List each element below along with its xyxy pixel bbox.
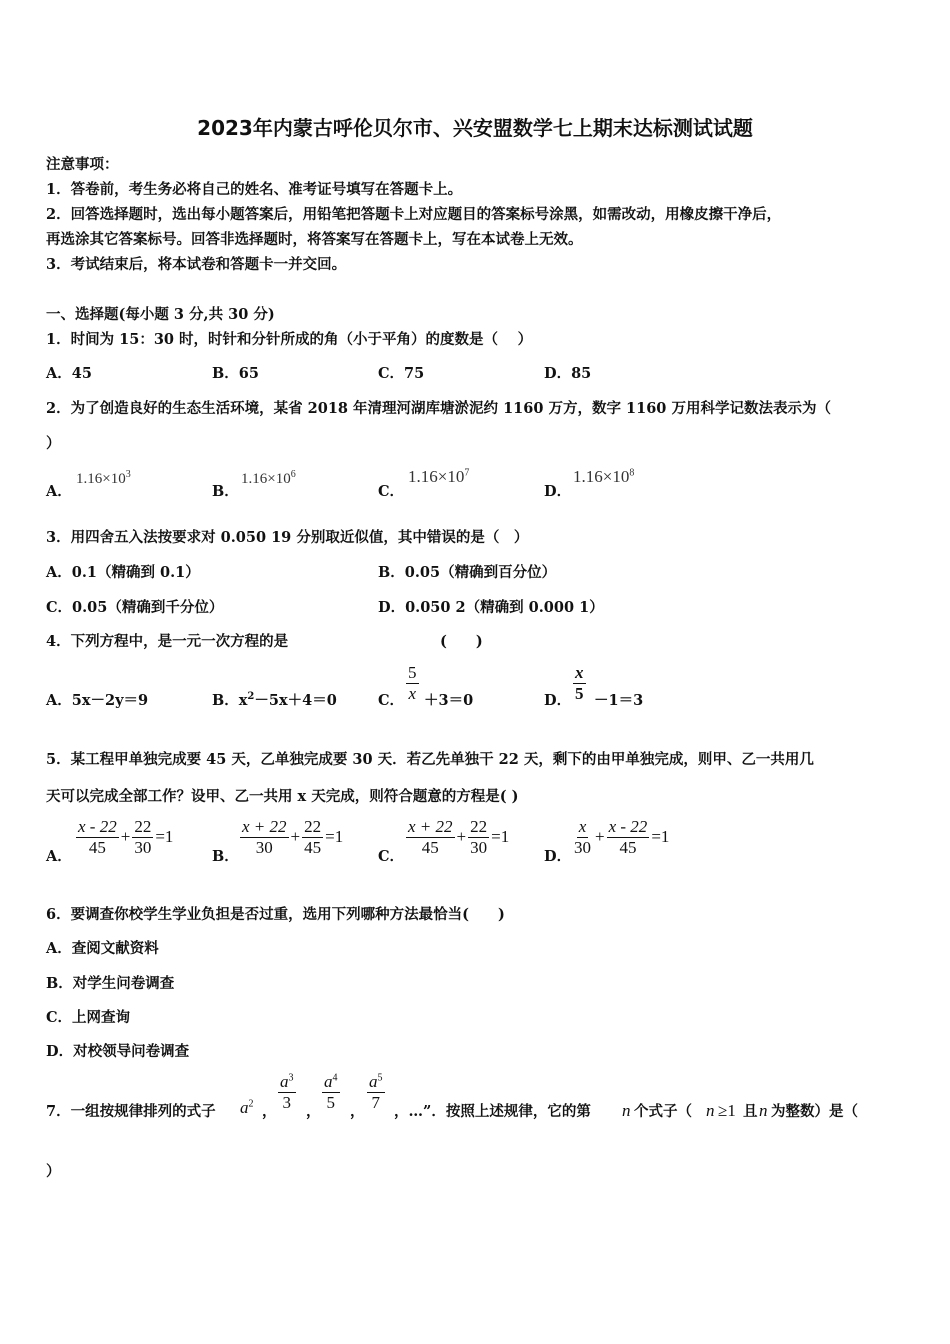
q5-label-c: C． bbox=[378, 848, 405, 865]
q1-option-d: D．85 bbox=[544, 365, 592, 382]
q2-stem-close: ） bbox=[46, 435, 61, 452]
q7-stem-close: ） bbox=[46, 1163, 61, 1180]
q4-option-a: A．5x－2y＝9 bbox=[46, 692, 149, 709]
notice-line-2a: 2．回答选择题时，选出每小题答案后，用铅笔把答题卡上对应题目的答案标号涂黑，如需改动，用橡皮擦干净后， bbox=[46, 206, 782, 223]
q4-label-c: C． bbox=[378, 692, 405, 709]
q2-value-b: $1.16\times 10^6$ bbox=[241, 469, 296, 487]
q5-expression-d: $\frac{x}{30}$ + $\frac{x - 22}{45}$ =1 bbox=[574, 817, 670, 857]
q1-stem: 1．时间为 15：30 时，时针和分针所成的角（小于平角）的度数是（ ） bbox=[46, 331, 533, 348]
q1-option-c: C．75 bbox=[378, 365, 425, 382]
q2-value-a: $1.16\times 10^3$ bbox=[76, 469, 131, 487]
q7-sep-2: ， bbox=[306, 1103, 321, 1120]
q6-option-c: C．上网查询 bbox=[46, 1009, 131, 1026]
q2-label-d: D． bbox=[544, 483, 572, 500]
q6-option-d: D．对校领导问卷调查 bbox=[46, 1043, 190, 1060]
q5-stem-2: 天可以完成全部工作？设甲、乙一共用 x 天完成，则符合题意的方程是( ) bbox=[46, 788, 519, 805]
notice-line-3: 3．考试结束后，将本试卷和答题卡一并交回。 bbox=[46, 256, 347, 273]
q5-label-a: A． bbox=[46, 848, 72, 865]
q7-n-2: n bbox=[706, 1101, 715, 1120]
page-title: 2023年内蒙古呼伦贝尔市、兴安盟数学七上期末达标测试试题 bbox=[197, 116, 753, 140]
q6-option-a: A．查阅文献资料 bbox=[46, 940, 159, 957]
notice-line-2b: 再选涂其它答案标号。回答非选择题时，将答案写在答题卡上，写在本试卷上无效。 bbox=[46, 231, 583, 248]
q2-label-c: C． bbox=[378, 483, 405, 500]
q4-fraction-d: $\frac{x}{5}$ bbox=[575, 663, 584, 703]
q2-value-d: $1.16\times 10^8$ bbox=[573, 467, 635, 486]
q7-sep-1: ， bbox=[262, 1103, 277, 1120]
q1-option-a: A．45 bbox=[46, 365, 92, 382]
q3-stem: 3．用四舍五入法按要求对 0.050 19 分别取近似值，其中错误的是（ ） bbox=[46, 529, 529, 546]
q7-condition: ≥1 bbox=[718, 1101, 736, 1120]
q7-n-1: n bbox=[622, 1101, 631, 1120]
q2-value-c: $1.16\times 10^7$ bbox=[408, 467, 470, 486]
q4-option-d-rest: －1＝3 bbox=[594, 692, 644, 709]
q3-option-b: B．0.05（精确到百分位） bbox=[378, 564, 557, 581]
q6-option-b: B．对学生问卷调查 bbox=[46, 975, 175, 992]
q3-option-a: A．0.1（精确到 0.1） bbox=[46, 564, 200, 581]
q7-term-3: $\frac{a^4}{5}$ bbox=[324, 1072, 338, 1112]
q7-n-3: n bbox=[759, 1101, 768, 1120]
q7-stem-mid2: 个式子（ bbox=[634, 1103, 692, 1120]
q7-term-4: $\frac{a^5}{7}$ bbox=[369, 1072, 383, 1112]
q5-expression-a: $\frac{x - 22}{45}$ + $\frac{22}{30}$ =1 bbox=[78, 817, 174, 857]
q5-label-b: B． bbox=[212, 848, 239, 865]
q3-option-c: C．0.05（精确到千分位） bbox=[46, 599, 224, 616]
q4-option-b: B．$x^2-5x+4=0$ bbox=[212, 691, 337, 709]
q6-stem: 6．要调查你校学生学业负担是否过重，选用下列哪种方法最恰当( ) bbox=[46, 906, 505, 923]
q7-and: 且 bbox=[743, 1103, 758, 1120]
section-heading: 一、选择题(每小题 3 分,共 30 分) bbox=[46, 306, 275, 323]
q2-label-a: A． bbox=[46, 483, 72, 500]
q5-expression-b: $\frac{x + 22}{30}$ + $\frac{22}{45}$ =1 bbox=[242, 817, 344, 857]
q5-label-d: D． bbox=[544, 848, 572, 865]
q7-sep-3: ， bbox=[350, 1103, 365, 1120]
notice-heading: 注意事项： bbox=[46, 156, 119, 173]
q4-fraction-c: $\frac{5}{x}$ bbox=[408, 663, 417, 703]
q4-paren: ( ) bbox=[440, 633, 483, 650]
q5-stem-1: 5．某工程甲单独完成要 45 天，乙单独完成要 30 天．若乙先单独干 22 天，剩下的由甲单独完成，则甲、乙一共用几 bbox=[46, 751, 814, 768]
q7-stem-end: 为整数）是（ bbox=[771, 1103, 858, 1120]
q3-option-d: D．0.050 2（精确到 0.000 1） bbox=[378, 599, 604, 616]
q2-label-b: B． bbox=[212, 483, 239, 500]
q2-stem: 2．为了创造良好的生态生活环境，某省 2018 年清理河湖库塘淤泥约 1160 万方，数字 1160 万用科学记数法表示为（ bbox=[46, 400, 831, 417]
q7-stem-start: 7．一组按规律排列的式子 bbox=[46, 1103, 216, 1120]
q7-stem-mid: ，…”．按照上述规律，它的第 bbox=[394, 1103, 591, 1120]
q7-term-2: $\frac{a^3}{3}$ bbox=[280, 1072, 294, 1112]
q4-stem: 4．下列方程中，是一元一次方程的是 bbox=[46, 633, 289, 650]
notice-line-1: 1．答卷前，考生务必将自己的姓名、准考证号填写在答题卡上。 bbox=[46, 181, 463, 198]
q5-expression-c: $\frac{x + 22}{45}$ + $\frac{22}{30}$ =1 bbox=[408, 817, 510, 857]
q1-option-b: B．65 bbox=[212, 365, 259, 382]
q4-label-d: D． bbox=[544, 692, 572, 709]
q7-term-1: $a^2$ bbox=[240, 1098, 254, 1117]
q4-option-c-rest: ＋3＝0 bbox=[424, 692, 474, 709]
